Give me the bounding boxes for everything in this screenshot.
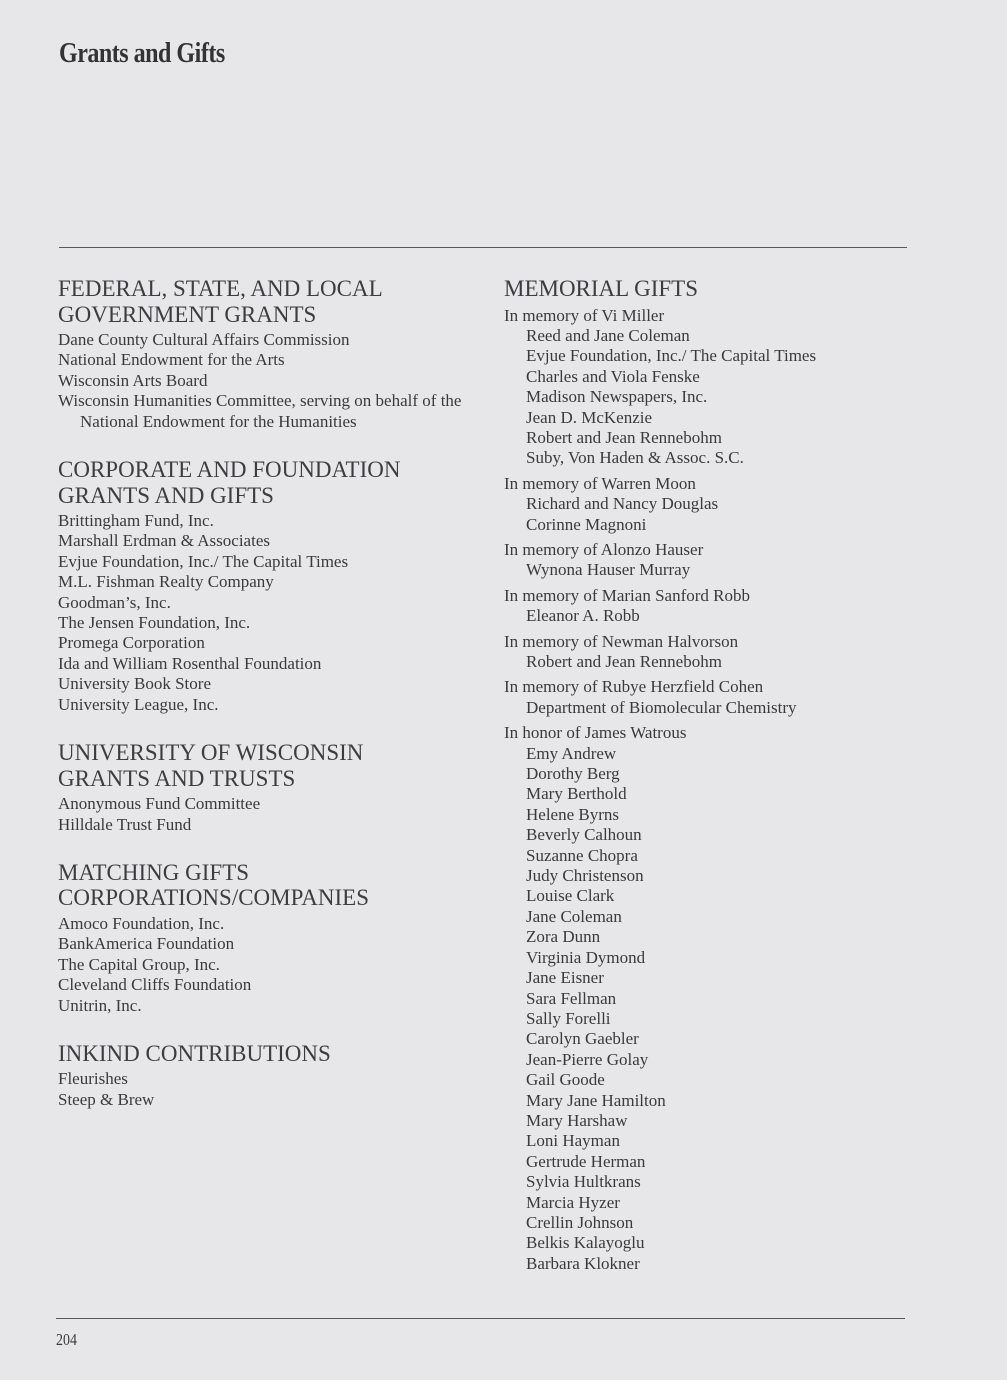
donor-entry: Promega Corporation <box>58 633 205 653</box>
memorial-group <box>504 723 924 1274</box>
section-heading-line: GOVERNMENT GRANTS <box>58 301 317 327</box>
donor-entry: M.L. Fishman Realty Company <box>58 572 274 592</box>
memorial-group-title: In memory of Warren Moon <box>504 473 696 493</box>
section-heading-line: GRANTS AND GIFTS <box>58 482 274 508</box>
memorial-donor: Zora Dunn <box>526 927 601 947</box>
donor-entry: Evjue Foundation, Inc./ The Capital Times <box>58 551 349 571</box>
memorial-donor: Louise Clark <box>526 886 615 906</box>
donor-entry: Fleurishes <box>58 1069 128 1089</box>
memorial-donor: Wynona Hauser Murray <box>526 560 691 580</box>
memorial-donor: Madison Newspapers, Inc. <box>526 387 708 407</box>
donor-entry: The Jensen Foundation, Inc. <box>58 613 251 633</box>
donor-entry: Anonymous Fund Committee <box>58 794 261 814</box>
memorial-donor: Judy Christenson <box>526 866 644 886</box>
memorial-donor: Mary Harshaw <box>526 1110 628 1130</box>
memorial-group-title: In memory of Marian Sanford Robb <box>504 585 750 605</box>
memorial-donor: Marcia Hyzer <box>526 1192 620 1212</box>
memorial-donor: Gail Goode <box>526 1070 605 1090</box>
memorial-donor: Sally Forelli <box>526 1008 611 1028</box>
donor-entry: Wisconsin Humanities Committee, serving on behalf of the National Endowment for the Humanities <box>58 391 462 431</box>
memorial-group <box>504 632 924 673</box>
memorial-donor: Sylvia Hultkrans <box>526 1172 641 1192</box>
memorial-donor: Eleanor A. Robb <box>526 606 640 626</box>
memorial-donor: Robert and Jean Rennebohm <box>526 652 722 671</box>
memorial-donor: Suzanne Chopra <box>526 845 638 865</box>
memorial-donor: Crellin Johnson <box>526 1212 634 1232</box>
donor-entry: Steep & Brew <box>58 1089 155 1109</box>
memorial-donor: Corinne Magnoni <box>526 514 647 534</box>
donor-entry: The Capital Group, Inc. <box>58 954 220 974</box>
donor-entry: Brittingham Fund, Inc. <box>58 511 214 531</box>
donor-entry: Marshall Erdman & Associates <box>58 531 270 551</box>
memorial-donor: Virginia Dymond <box>526 947 646 967</box>
memorial-donor: Department of Biomolecular Chemistry <box>526 697 797 717</box>
memorial-donor: Belkis Kalayoglu <box>526 1233 645 1253</box>
memorial-donor: Mary Jane Hamilton <box>526 1090 666 1110</box>
donor-entry: Wisconsin Arts Board <box>58 370 208 390</box>
memorial-donor: Charles and Viola Fenske <box>526 366 700 386</box>
memorial-group <box>504 677 924 718</box>
memorial-donor: Helene Byrns <box>526 804 620 824</box>
memorial-groups <box>504 306 924 1275</box>
grant-section <box>58 740 478 835</box>
page-title: Grants and Gifts <box>59 38 225 69</box>
grant-section <box>58 276 478 432</box>
section-heading <box>58 740 478 791</box>
memorial-donor: Loni Hayman <box>526 1131 620 1151</box>
memorial-donor: Carolyn Gaebler <box>526 1029 639 1049</box>
section-heading-line: UNIVERSITY OF WISCONSIN <box>58 740 364 766</box>
memorial-donor: Emy Andrew <box>526 743 617 763</box>
memorial-group <box>504 586 924 627</box>
memorial-group <box>504 540 924 581</box>
memorial-donor: Jane Eisner <box>526 968 604 988</box>
memorial-donor: Barbara Klokner <box>526 1253 640 1273</box>
memorial-donor: Evjue Foundation, Inc./ The Capital Times <box>526 346 817 366</box>
memorial-group-title: In memory of Vi Miller <box>504 305 665 325</box>
top-divider <box>59 247 907 248</box>
donor-entry: University League, Inc. <box>58 694 219 714</box>
grant-section <box>58 457 478 715</box>
grant-section <box>58 860 478 1016</box>
donor-entry: National Endowment for the Arts <box>58 350 285 370</box>
memorial-donor: Jean D. McKenzie <box>526 407 653 427</box>
donor-entry: Unitrin, Inc. <box>58 995 142 1015</box>
memorial-donor: Gertrude Herman <box>526 1151 646 1171</box>
memorial-donor: Suby, Von Haden & Assoc. S.C. <box>526 448 744 468</box>
memorial-donor: Richard and Nancy Douglas <box>526 494 719 514</box>
section-heading-line: INKIND CONTRIBUTIONS <box>58 1040 331 1066</box>
section-heading-memorial-gifts: MEMORIAL GIFTS <box>504 276 699 301</box>
memorial-donor: Robert and Jean Rennebohm <box>526 427 722 447</box>
section-heading <box>58 457 478 508</box>
memorial-donor: Jane Coleman <box>526 906 622 926</box>
section-heading <box>58 860 478 911</box>
donor-entry: Cleveland Cliffs Foundation <box>58 975 252 995</box>
section-heading-line: MATCHING GIFTS <box>58 859 250 885</box>
donor-entry: Ida and William Rosenthal Foundation <box>58 653 322 673</box>
memorial-group-title: In memory of Alonzo Hauser <box>504 539 704 559</box>
memorial-group <box>504 474 924 535</box>
left-column <box>58 276 478 1135</box>
memorial-group-title: In memory of Newman Halvorson <box>504 631 739 651</box>
memorial-donor: Reed and Jane Coleman <box>526 325 690 345</box>
donor-entry: Dane County Cultural Affairs Commission <box>58 330 350 349</box>
memorial-donor: Beverly Calhoun <box>526 825 642 845</box>
memorial-gifts-column <box>504 276 924 1279</box>
donor-entry: Hilldale Trust Fund <box>58 814 192 834</box>
memorial-group-title: In honor of James Watrous <box>504 723 687 743</box>
donor-entry: University Book Store <box>58 674 211 694</box>
section-heading-line: FEDERAL, STATE, AND LOCAL <box>58 276 383 301</box>
donor-entry: Amoco Foundation, Inc. <box>58 913 225 933</box>
memorial-donor: Mary Berthold <box>526 784 627 804</box>
grant-section <box>58 1041 478 1110</box>
memorial-donor: Jean-Pierre Golay <box>526 1049 649 1069</box>
donor-entry: Goodman’s, Inc. <box>58 592 171 612</box>
section-heading-line: GRANTS AND TRUSTS <box>58 765 296 791</box>
memorial-group <box>504 306 924 469</box>
memorial-donor: Sara Fellman <box>526 988 617 1008</box>
page-number: 204 <box>56 1330 77 1349</box>
section-heading <box>58 1041 478 1067</box>
bottom-divider <box>56 1318 905 1319</box>
section-heading <box>58 276 478 327</box>
section-heading-line: CORPORATIONS/COMPANIES <box>58 885 370 911</box>
section-heading-line: CORPORATE AND FOUNDATION <box>58 457 401 483</box>
donor-entry: BankAmerica Foundation <box>58 934 235 954</box>
memorial-group-title: In memory of Rubye Herzfield Cohen <box>504 677 764 697</box>
memorial-donor: Dorothy Berg <box>526 764 620 784</box>
